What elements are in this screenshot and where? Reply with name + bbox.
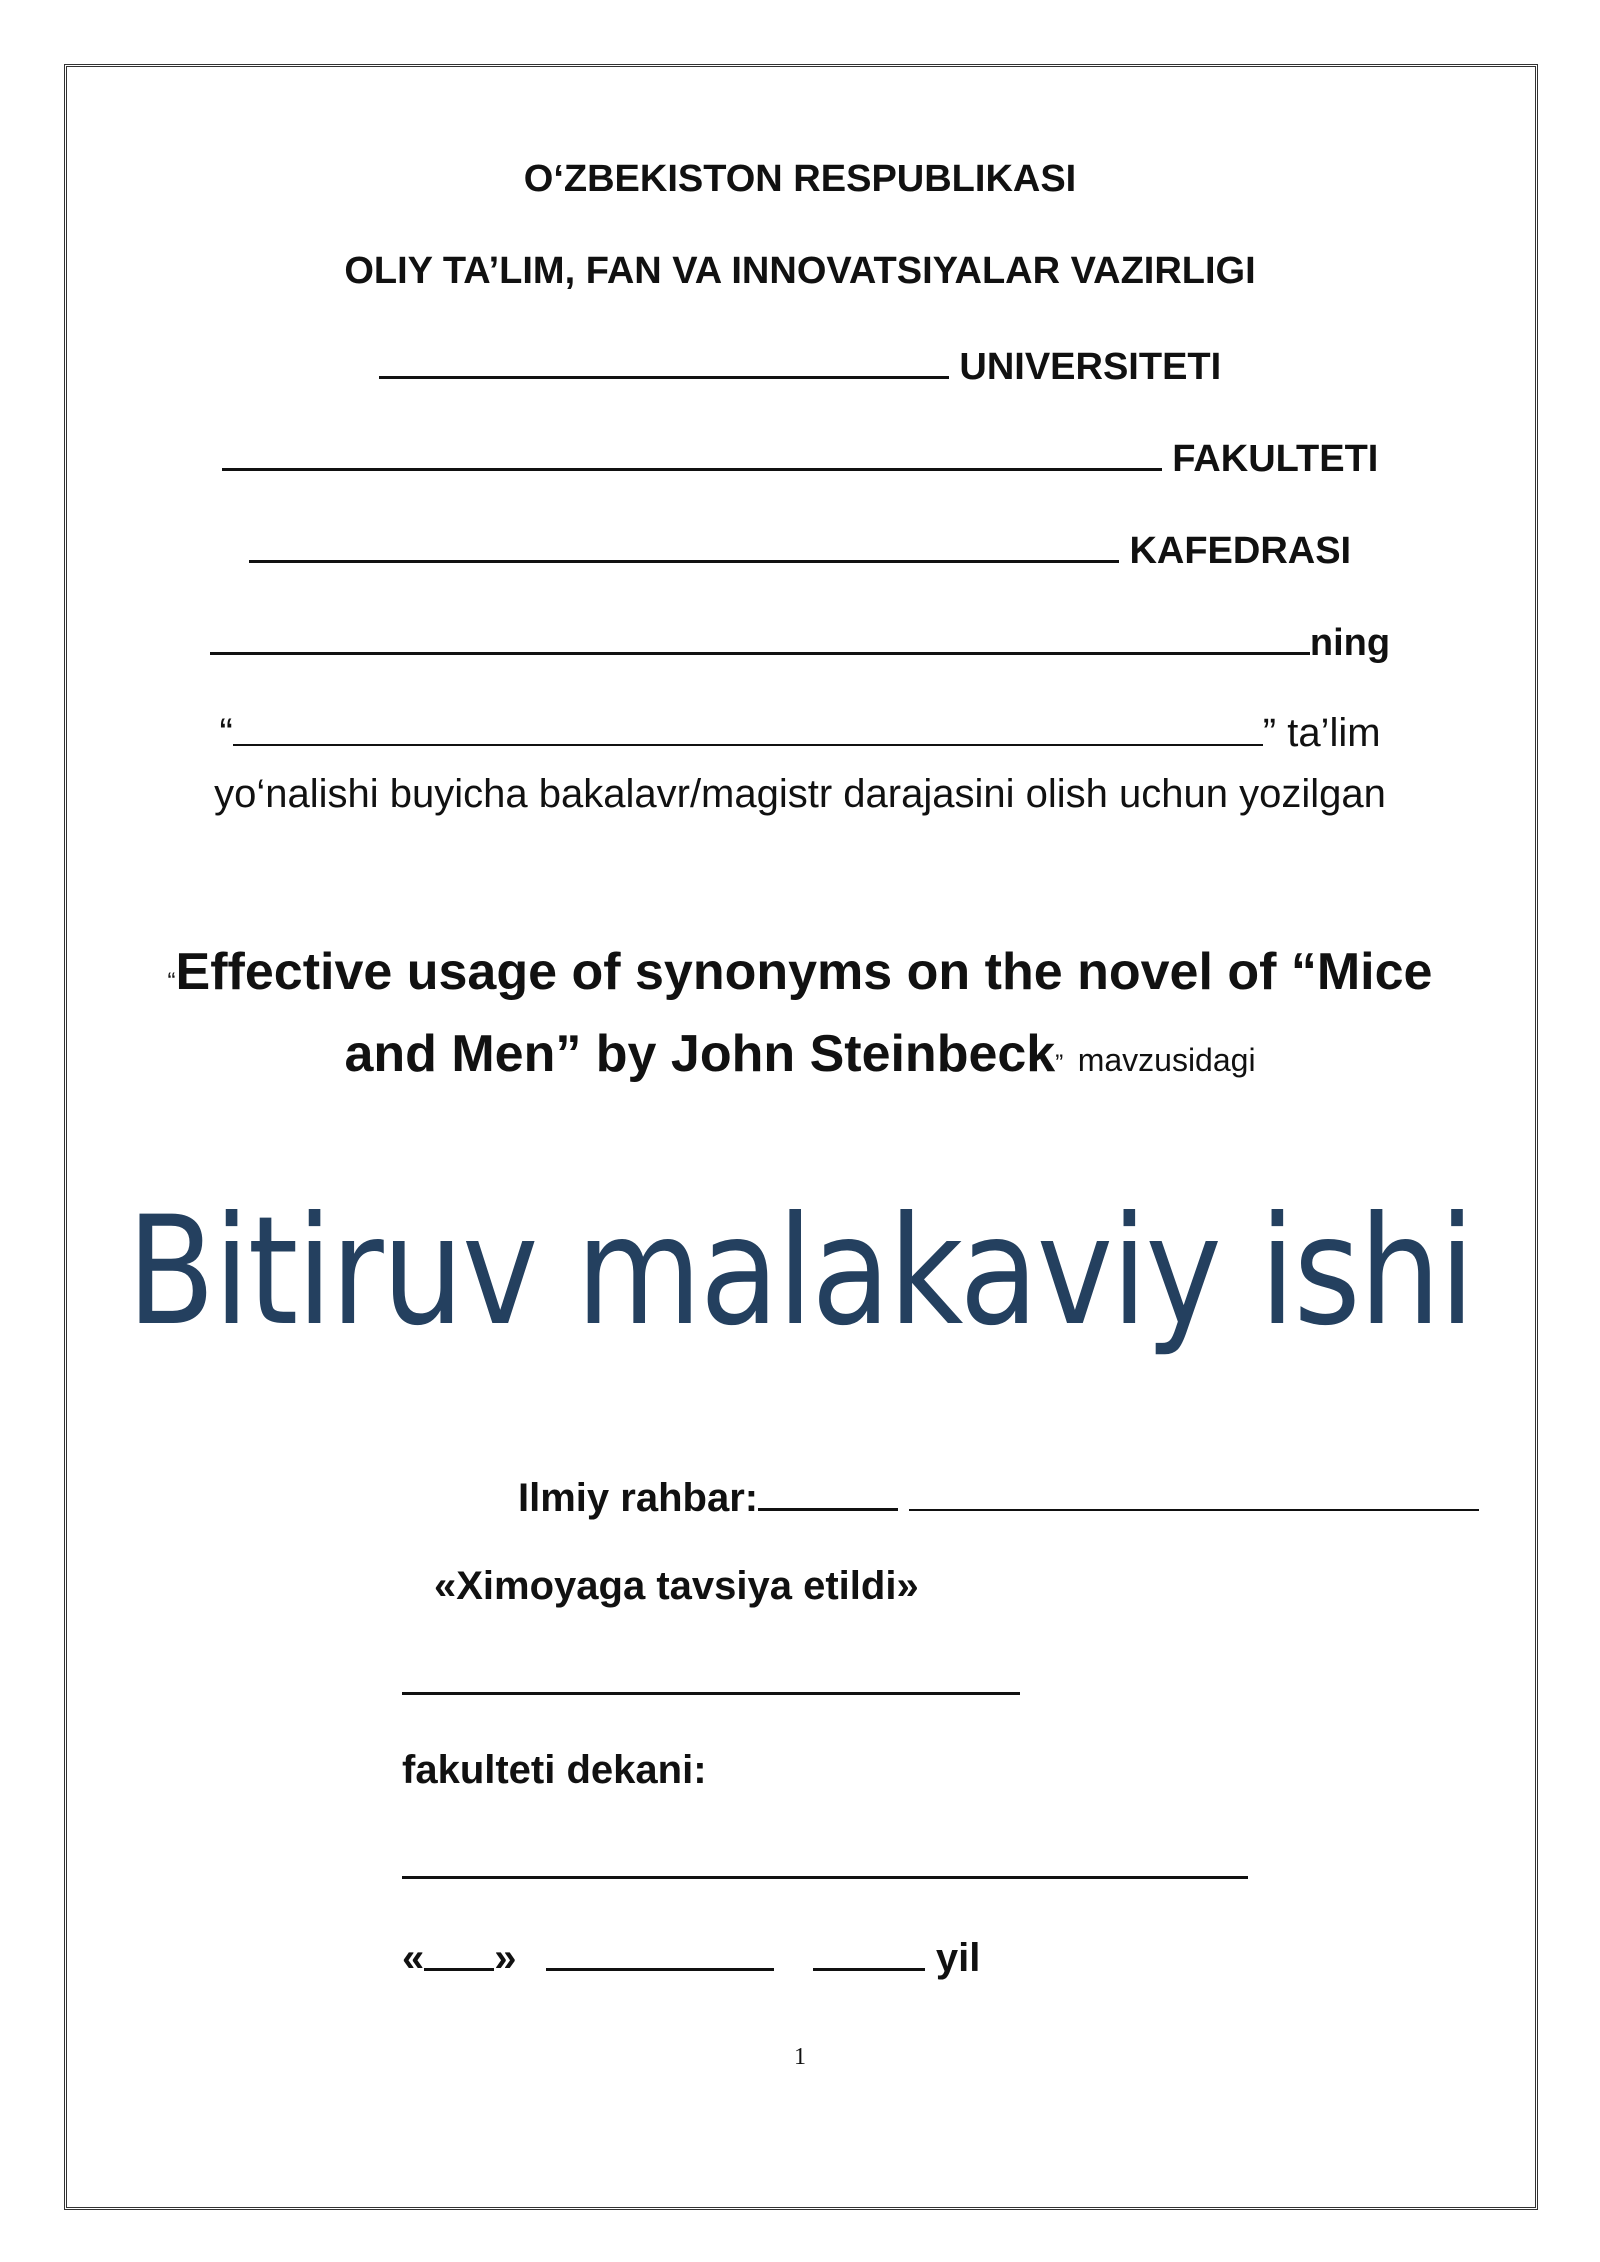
university-label: UNIVERSITETI (959, 346, 1222, 389)
ministry-heading: OLIY TA’LIM, FAN VA INNOVATSIYALAR VAZIRLIGI (344, 250, 1256, 292)
faculty-blank[interactable] (222, 434, 1162, 471)
supervisor-blank-short[interactable] (758, 1472, 898, 1511)
dean-blank-line (402, 1840, 1248, 1889)
recommended-label: «Ximoyaga tavsiya etildi» (434, 1564, 919, 1608)
topic-text-1: Effective usage of synonyms on the novel of “Mice (175, 943, 1433, 1001)
country-heading: O‘ZBEKISTON RESPUBLIKASI (523, 158, 1077, 200)
direction-suffix: ” ta’lim (1262, 711, 1381, 755)
recommended-blank-line (402, 1656, 1020, 1705)
department-label: KAFEDRASI (1129, 530, 1352, 573)
direction-line (0, 708, 1600, 756)
topic-line-1 (0, 942, 1600, 1002)
supervisor-line (518, 1472, 1479, 1521)
recommended-blank[interactable] (402, 1656, 1020, 1695)
dean-blank[interactable] (402, 1840, 1248, 1879)
year-label: yil (935, 1936, 981, 1980)
date-month-blank[interactable] (546, 1932, 774, 1971)
supervisor-label: Ilmiy rahbar: (518, 1476, 759, 1520)
date-day-blank[interactable] (424, 1932, 494, 1971)
direction-open-quote: “ (219, 711, 233, 755)
faculty-label: FAKULTETI (1172, 438, 1379, 481)
direction-blank[interactable] (233, 708, 1263, 746)
supervisor-blank-long[interactable] (909, 1473, 1479, 1511)
date-open: « (402, 1936, 425, 1980)
university-line (0, 342, 1600, 389)
topic-text-2: and Men” by John Steinbeck (344, 1025, 1056, 1083)
date-close: » (494, 1936, 517, 1980)
topic-open-quote: “ (167, 968, 176, 995)
document-title: Bitiruv malakaviy ishi (126, 1185, 1474, 1359)
date-line (402, 1932, 980, 1981)
direction-line-2: yo‘nalishi buyicha bakalavr/magistr darajasini olish uchun yozilgan (214, 772, 1386, 816)
topic-line-2 (0, 1024, 1600, 1084)
department-blank[interactable] (249, 526, 1119, 563)
topic-close-quote: ” (1055, 1050, 1064, 1077)
student-label: ning (1309, 622, 1391, 665)
faculty-line (0, 434, 1600, 481)
department-line (0, 526, 1600, 573)
student-line (0, 618, 1600, 665)
page-number: 1 (794, 2044, 806, 2070)
topic-suffix: mavzusidagi (1077, 1042, 1256, 1078)
date-year-blank[interactable] (813, 1932, 925, 1971)
university-blank[interactable] (379, 342, 949, 379)
student-blank[interactable] (210, 618, 1310, 655)
dean-label: fakulteti dekani: (402, 1748, 707, 1792)
